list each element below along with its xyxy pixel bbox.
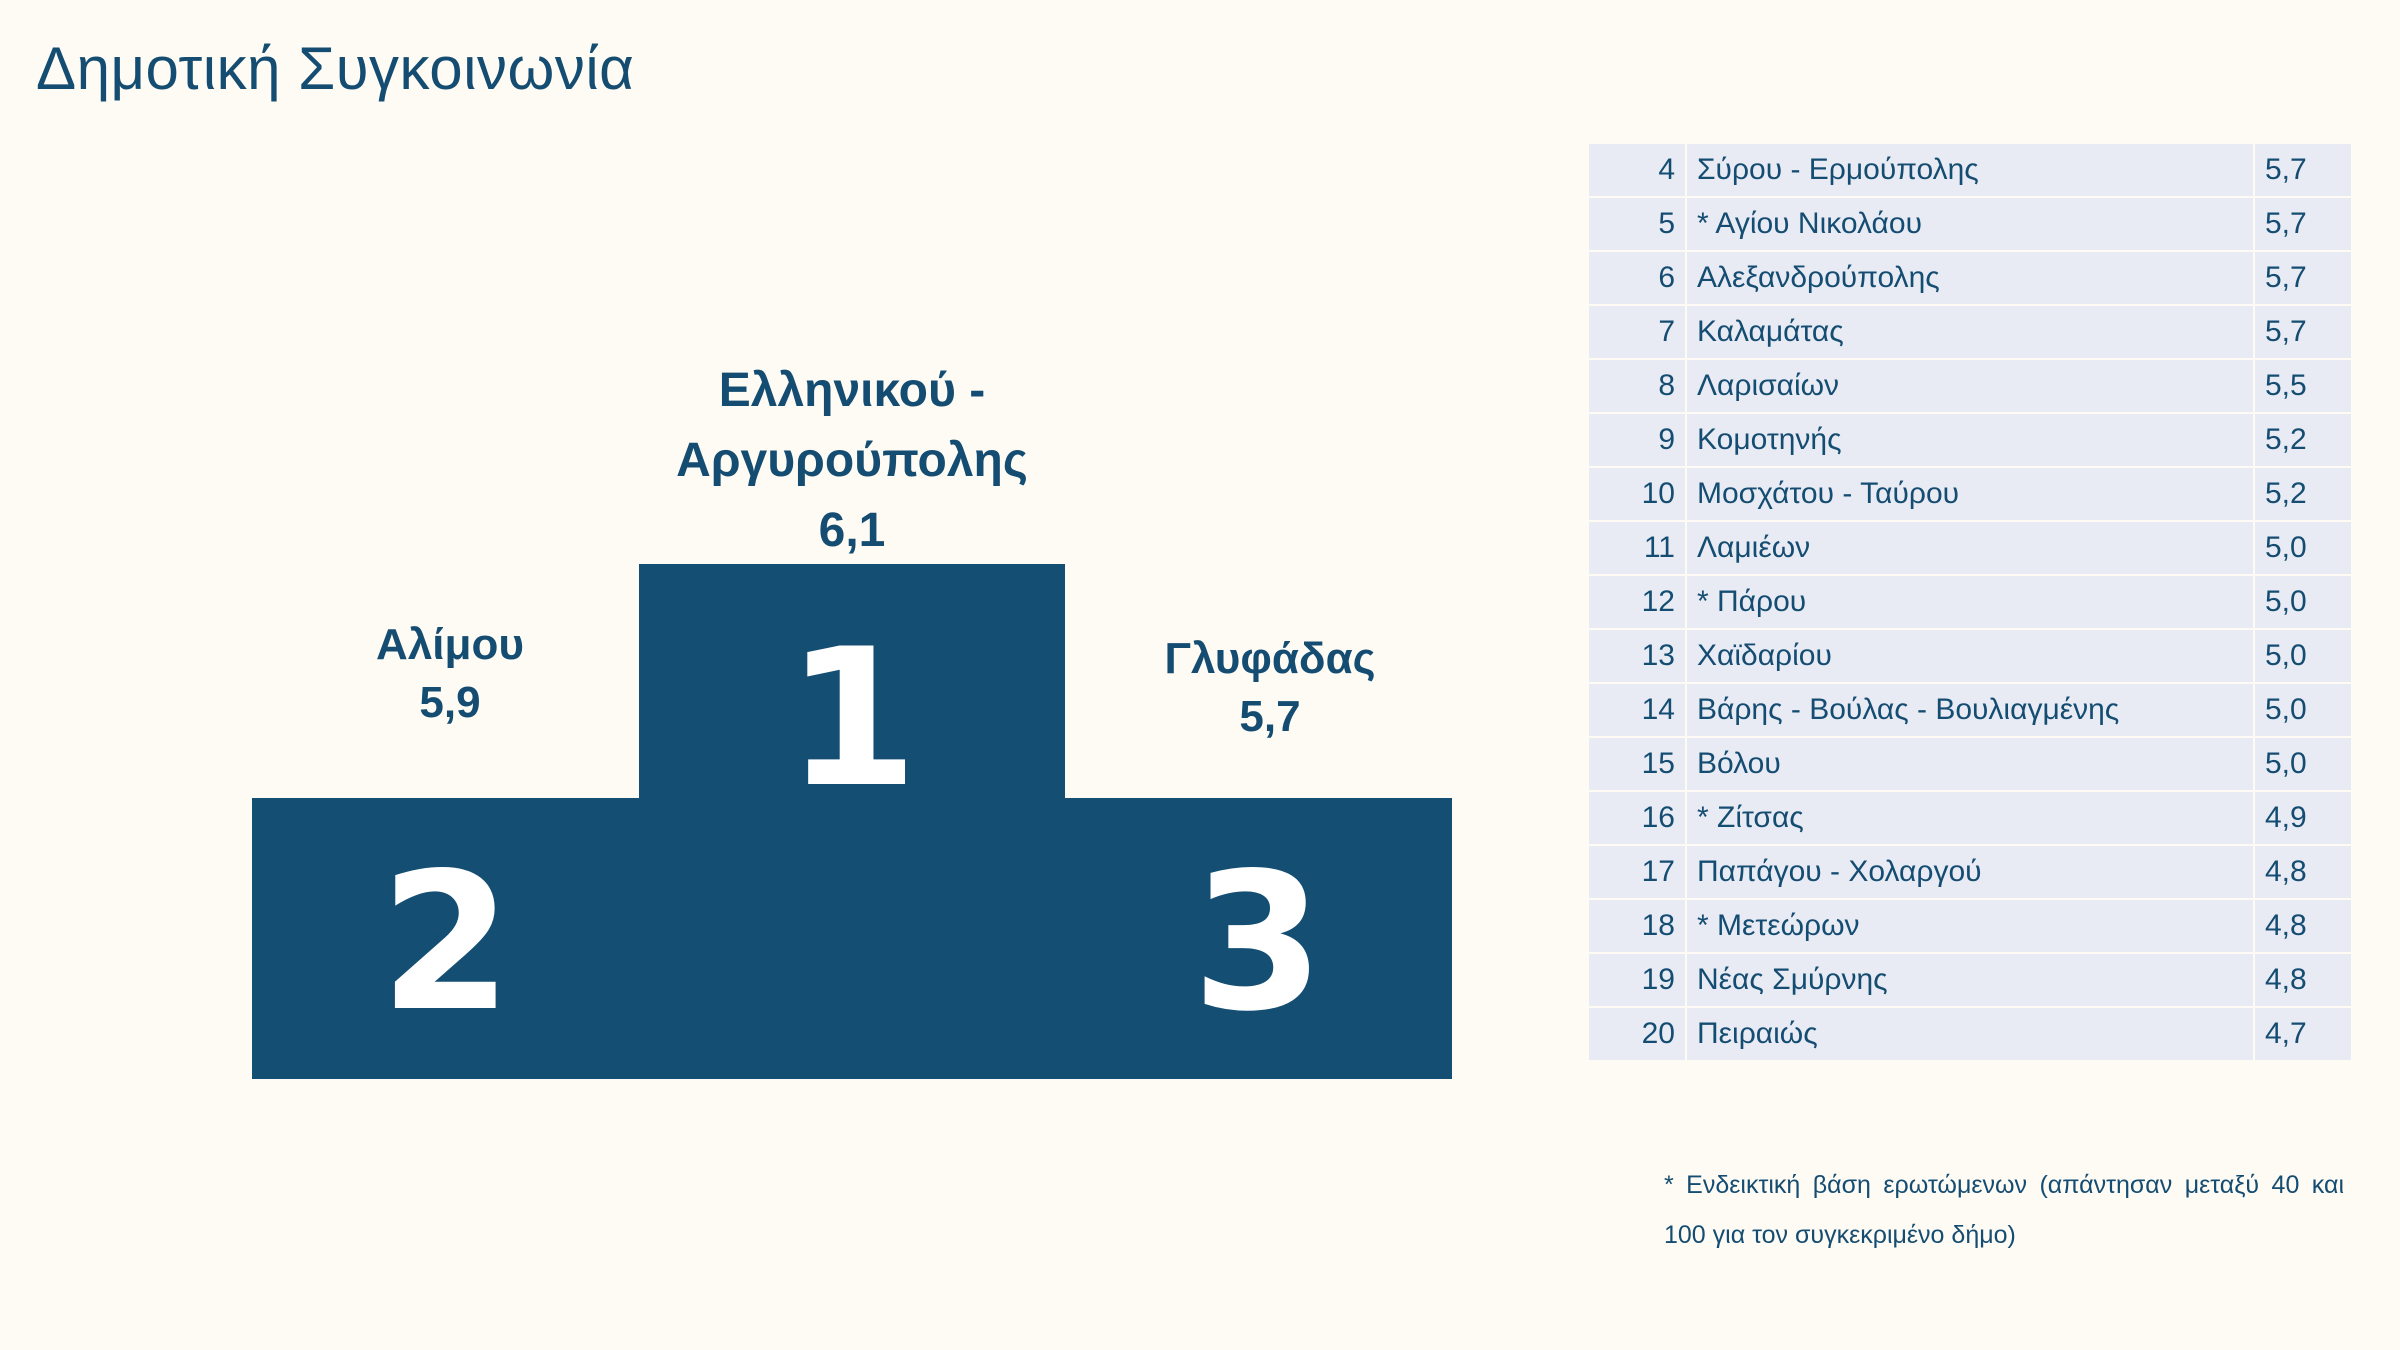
score-cell: 5,7 xyxy=(2255,252,2351,304)
table-row xyxy=(1589,198,2351,250)
municipality-cell: * Πάρου xyxy=(1687,576,2253,628)
rank-cell: 10 xyxy=(1589,468,1685,520)
municipality-cell: Νέας Σμύρνης xyxy=(1687,954,2253,1006)
municipality-cell: * Μετεώρων xyxy=(1687,900,2253,952)
table-row xyxy=(1589,846,2351,898)
table-row xyxy=(1589,738,2351,790)
rank-cell: 11 xyxy=(1589,522,1685,574)
rank-cell: 17 xyxy=(1589,846,1685,898)
score-cell: 5,5 xyxy=(2255,360,2351,412)
municipality-cell: Βόλου xyxy=(1687,738,2253,790)
podium-value-2: 5,9 xyxy=(419,678,481,727)
rank-cell: 8 xyxy=(1589,360,1685,412)
score-cell: 5,0 xyxy=(2255,522,2351,574)
municipality-cell: * Αγίου Νικολάου xyxy=(1687,198,2253,250)
municipality-cell: Σύρου - Ερμούπολης xyxy=(1687,144,2253,196)
rank-cell: 6 xyxy=(1589,252,1685,304)
municipality-cell: Παπάγου - Χολαργού xyxy=(1687,846,2253,898)
table-row xyxy=(1589,522,2351,574)
podium-step-3 xyxy=(1064,798,1452,1079)
municipality-cell: Αλεξανδρούπολης xyxy=(1687,252,2253,304)
rank-cell: 13 xyxy=(1589,630,1685,682)
podium-name-1: Ελληνικού - Αργυρούπολης xyxy=(676,364,1028,487)
score-cell: 5,7 xyxy=(2255,198,2351,250)
table-row xyxy=(1589,576,2351,628)
podium-number-1: 1 xyxy=(785,608,919,829)
podium-name-2: Αλίμου xyxy=(376,620,524,669)
table-row xyxy=(1589,144,2351,196)
score-cell: 5,2 xyxy=(2255,414,2351,466)
rank-cell: 7 xyxy=(1589,306,1685,358)
municipality-cell: Βάρης - Βούλας - Βουλιαγμένης xyxy=(1687,684,2253,736)
municipality-cell: Πειραιώς xyxy=(1687,1008,2253,1060)
podium-step-2 xyxy=(252,798,640,1079)
podium-label-2 xyxy=(250,616,650,732)
podium-name-3: Γλυφάδας xyxy=(1164,634,1376,683)
table-row xyxy=(1589,792,2351,844)
table-row xyxy=(1589,468,2351,520)
score-cell: 4,8 xyxy=(2255,846,2351,898)
municipality-cell: Λαμιέων xyxy=(1687,522,2253,574)
rank-cell: 14 xyxy=(1589,684,1685,736)
footnote: * Ενδεικτική βάση ερωτώμενων (απάντησαν μεταξύ 40 και 100 για τον συγκεκριμένο δήμο) xyxy=(1664,1171,2344,1249)
table-row xyxy=(1589,360,2351,412)
rank-cell: 20 xyxy=(1589,1008,1685,1060)
score-cell: 4,8 xyxy=(2255,900,2351,952)
score-cell: 5,7 xyxy=(2255,306,2351,358)
table-row xyxy=(1589,684,2351,736)
table-row xyxy=(1589,900,2351,952)
table-row xyxy=(1589,252,2351,304)
rank-cell: 15 xyxy=(1589,738,1685,790)
table-row xyxy=(1589,414,2351,466)
score-cell: 4,8 xyxy=(2255,954,2351,1006)
podium-step-1 xyxy=(639,564,1065,1079)
score-cell: 4,9 xyxy=(2255,792,2351,844)
ranking-table xyxy=(1587,142,2353,1062)
podium-label-1 xyxy=(580,356,1124,566)
score-cell: 5,0 xyxy=(2255,684,2351,736)
municipality-cell: Καλαμάτας xyxy=(1687,306,2253,358)
table-row xyxy=(1589,954,2351,1006)
table-row xyxy=(1589,306,2351,358)
score-cell: 5,0 xyxy=(2255,576,2351,628)
municipality-cell: Λαρισαίων xyxy=(1687,360,2253,412)
score-cell: 5,0 xyxy=(2255,738,2351,790)
podium-value-1: 6,1 xyxy=(818,504,886,557)
municipality-cell: * Ζίτσας xyxy=(1687,792,2253,844)
rank-cell: 4 xyxy=(1589,144,1685,196)
score-cell: 5,7 xyxy=(2255,144,2351,196)
rank-cell: 12 xyxy=(1589,576,1685,628)
podium-value-3: 5,7 xyxy=(1239,692,1301,741)
score-cell: 5,0 xyxy=(2255,630,2351,682)
rank-cell: 16 xyxy=(1589,792,1685,844)
podium-number-2: 2 xyxy=(379,832,513,1053)
rank-cell: 9 xyxy=(1589,414,1685,466)
podium-label-3 xyxy=(1070,630,1470,746)
municipality-cell: Χαϊδαρίου xyxy=(1687,630,2253,682)
score-cell: 5,2 xyxy=(2255,468,2351,520)
rank-cell: 5 xyxy=(1589,198,1685,250)
podium-number-3: 3 xyxy=(1191,832,1325,1053)
rank-cell: 18 xyxy=(1589,900,1685,952)
page-title: Δημοτική Συγκοινωνία xyxy=(36,35,635,102)
rank-cell: 19 xyxy=(1589,954,1685,1006)
municipality-cell: Κομοτηνής xyxy=(1687,414,2253,466)
table-row xyxy=(1589,1008,2351,1060)
table-row xyxy=(1589,630,2351,682)
score-cell: 4,7 xyxy=(2255,1008,2351,1060)
municipality-cell: Μοσχάτου - Ταύρου xyxy=(1687,468,2253,520)
